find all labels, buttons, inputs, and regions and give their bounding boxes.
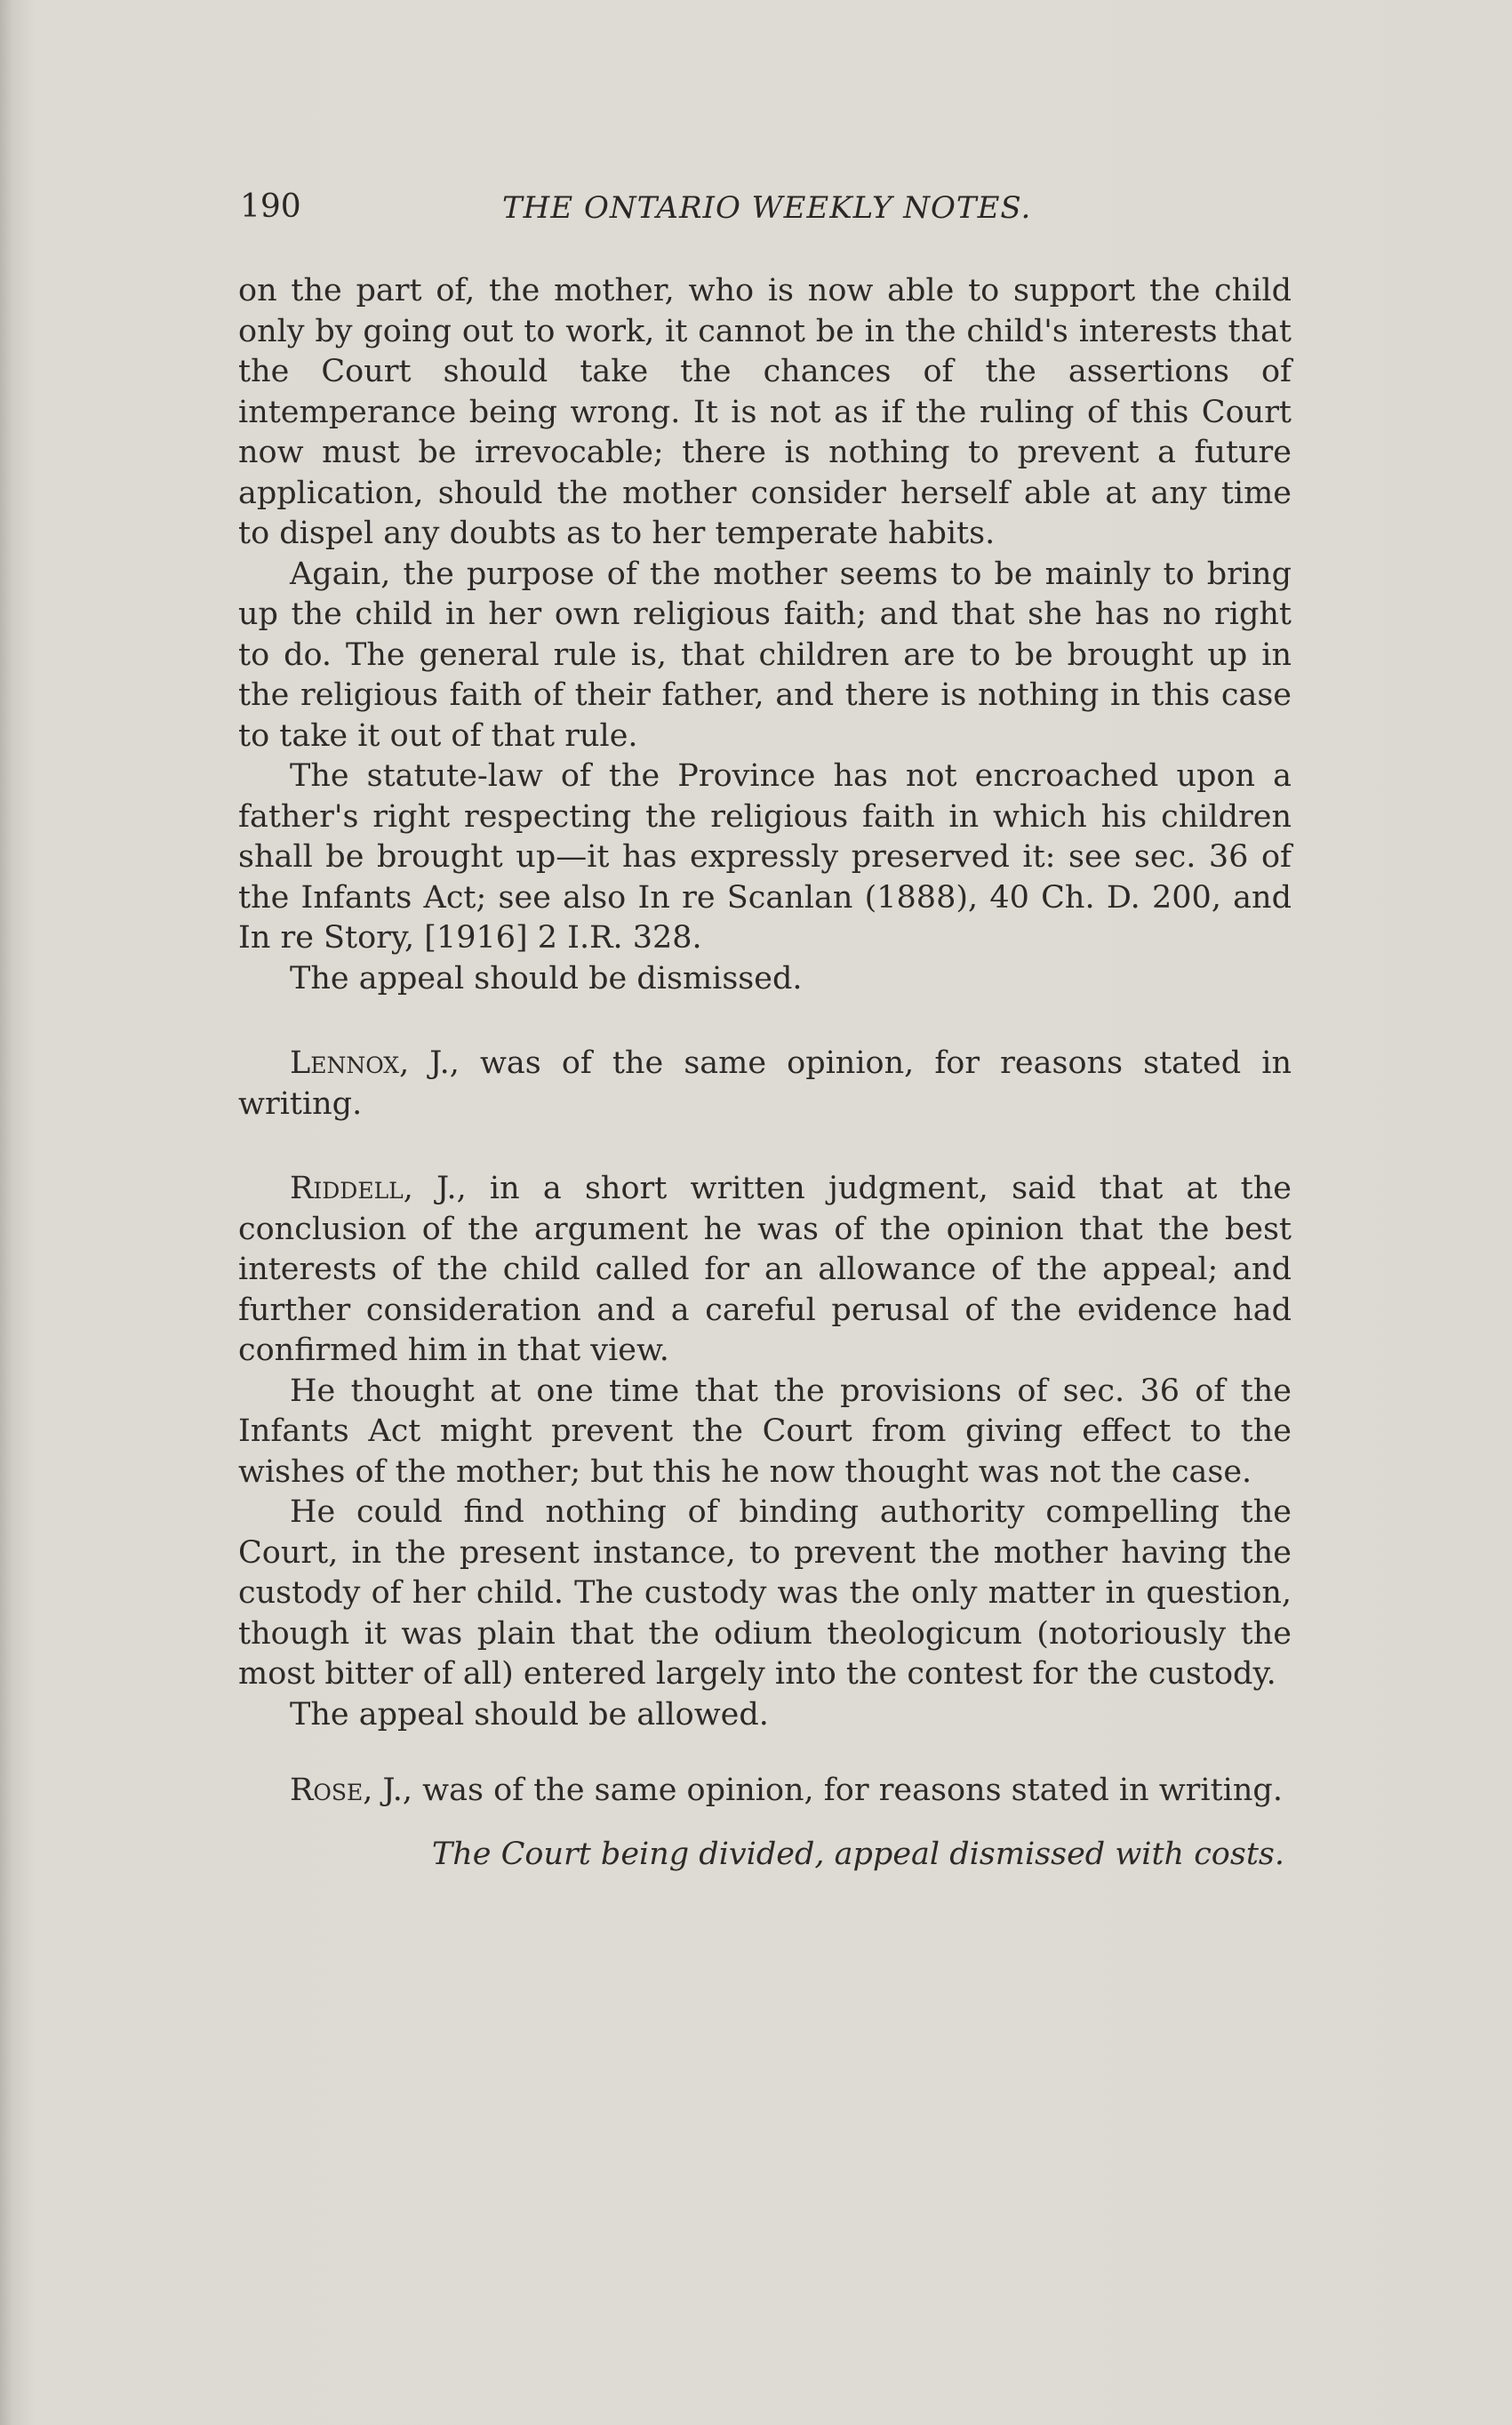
closing-disposition: The Court being divided, appeal dismissed with costs. — [431, 1836, 1284, 1872]
paragraph-rose — [238, 1771, 1292, 1812]
page-header — [240, 188, 1289, 233]
judge-name-riddell: Riddell — [290, 1171, 404, 1206]
paragraph-riddell-custody: He could find nothing of binding authority compelling the Court, in the present instance, to prevent the mother having the custody of her child. The custody was the only matter in question, though it was plain that the odium theologicum (notoriously the most bitter of all) entered largely into the contest for the custody. — [238, 1494, 1292, 1692]
paragraph-intemperance: on the part of, the mother, who is now able to support the child only by going out to work, it cannot be in the child's interests that the Court should take the chances of the assertions of intemperance being wrong. It is not as if the ruling of this Court now must be irrevocable; there is nothing to prevent a future application, should the mother consider herself able at any time to dispel any doubts as to her temperate habits. — [238, 273, 1292, 551]
paragraph-riddell-appeal-allowed: The appeal should be allowed. — [290, 1696, 769, 1733]
paragraph-lennox — [238, 1044, 1292, 1124]
page-body — [238, 271, 1292, 1875]
paragraph-appeal-dismissed: The appeal should be dismissed. — [290, 960, 803, 996]
paragraph-statute-law: The statute-law of the Province has not encroached upon a father's right respecting the religious faith in which his children shall be brought up—it has expressly preserved it: see sec. 36 of the Infants Act; see also In re Scanlan (1888), 40 Ch. D. 200, and In re Story, [1916] 2 I.R. 328. — [238, 758, 1292, 956]
rose-opinion: , J., was of the same opinion, for reasons stated in writing. — [363, 1773, 1283, 1808]
paragraph-religious-faith: Again, the purpose of the mother seems to be mainly to bring up the child in her own religious faith; and that she has no right to do. The general rule is, that children are to be brought up in the religious faith of their father, and there is nothing in this case to take it out of that rule. — [238, 556, 1292, 754]
riddell-opinion: , J., in a short written judgment, said that at the conclusion of the argument he was of the opinion that the best interests of the child called for an allowance of the appeal; and further consideration and a careful perusal of the evidence had confirmed him in that view. — [238, 1171, 1292, 1368]
page-number: 190 — [240, 188, 301, 225]
lennox-opinion: , J., was of the same opinion, for reasons stated in writing. — [238, 1045, 1292, 1122]
paragraph-riddell — [238, 1169, 1292, 1372]
judge-name-rose: Rose — [290, 1773, 364, 1808]
running-title: THE ONTARIO WEEKLY NOTES. — [502, 190, 1032, 226]
paragraph-riddell-infants-act: He thought at one time that the provisions of sec. 36 of the Infants Act might prevent the Court from giving effect to the wishes of the mother; but this he now thought was not the case. — [238, 1373, 1292, 1490]
judge-name-lennox: Lennox — [290, 1045, 400, 1081]
